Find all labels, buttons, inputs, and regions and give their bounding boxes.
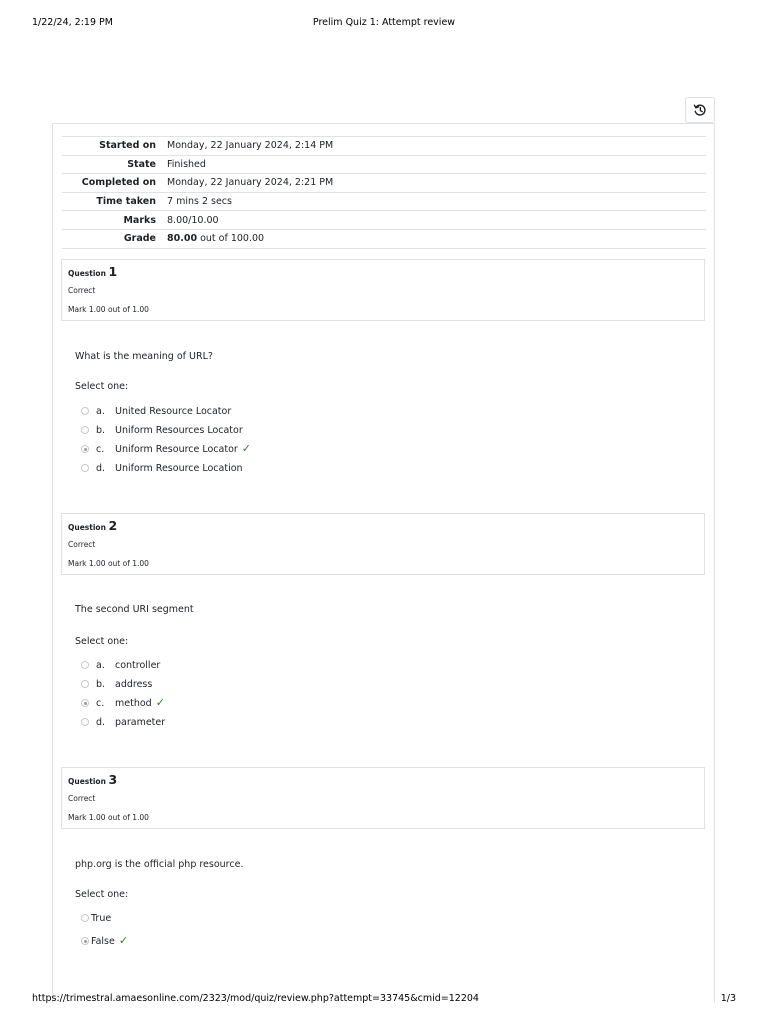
grade-label: Grade xyxy=(62,229,162,248)
question-prefix: Question xyxy=(68,523,106,532)
question-number-value: 2 xyxy=(108,518,118,533)
question-state: Correct xyxy=(68,286,96,295)
select-one-label: Select one: xyxy=(75,889,129,900)
grade-score: 80.00 xyxy=(167,233,198,245)
radio-button[interactable] xyxy=(81,464,89,472)
q2-option-b[interactable] xyxy=(81,677,152,691)
select-one-label: Select one: xyxy=(75,381,129,392)
checkmark-icon: ✓ xyxy=(155,696,165,709)
option-text: Uniform Resources Locator xyxy=(115,424,243,436)
option-text: method xyxy=(115,697,152,709)
q3-option-true[interactable] xyxy=(81,911,111,925)
question-mark: Mark 1.00 out of 1.00 xyxy=(68,813,149,822)
option-letter: c. xyxy=(96,443,105,455)
option-text: controller xyxy=(115,659,161,671)
option-letter: d. xyxy=(96,716,106,728)
question-1-info xyxy=(61,259,705,321)
question-number xyxy=(68,266,698,280)
radio-button[interactable] xyxy=(81,407,89,415)
q1-option-d[interactable] xyxy=(81,461,243,475)
summary-label: Marks xyxy=(62,211,162,230)
summary-row xyxy=(62,192,706,211)
option-text: United Resource Locator xyxy=(115,405,232,417)
q1-option-c[interactable] xyxy=(81,442,251,456)
question-2-text: The second URI segment xyxy=(75,604,194,615)
summary-value: Monday, 22 January 2024, 2:14 PM xyxy=(162,137,706,156)
radio-button-checked[interactable] xyxy=(81,445,89,453)
summary-value: Monday, 22 January 2024, 2:21 PM xyxy=(162,174,706,193)
q1-option-a[interactable] xyxy=(81,404,231,418)
summary-label: Time taken xyxy=(62,192,162,211)
summary-value: 8.00/10.00 xyxy=(162,211,706,230)
summary-label: Started on xyxy=(62,137,162,156)
history-icon xyxy=(693,103,707,117)
summary-row xyxy=(62,229,706,248)
grade-value xyxy=(162,229,706,248)
history-button[interactable] xyxy=(685,97,715,123)
print-url: https://trimestral.amaesonline.com/2323/mod/quiz/review.php?attempt=33745&cmid=12204 xyxy=(32,993,479,1004)
summary-row xyxy=(62,174,706,193)
print-footer xyxy=(32,993,736,1009)
option-letter: b. xyxy=(96,424,106,436)
print-title: Prelim Quiz 1: Attempt review xyxy=(312,17,456,28)
grade-out-of: out of 100.00 xyxy=(200,233,265,245)
q3-option-false[interactable] xyxy=(81,934,128,948)
radio-button[interactable] xyxy=(81,680,89,688)
summary-row xyxy=(62,137,706,156)
option-text: False xyxy=(91,935,115,947)
option-text: Uniform Resource Location xyxy=(115,462,243,474)
option-text: True xyxy=(91,912,112,924)
checkmark-icon: ✓ xyxy=(118,934,129,947)
radio-button[interactable] xyxy=(81,718,89,726)
question-prefix: Question xyxy=(68,269,106,278)
option-text: Uniform Resource Locator xyxy=(115,443,238,455)
question-number xyxy=(68,774,698,788)
q2-option-d[interactable] xyxy=(81,715,165,729)
radio-button-checked[interactable] xyxy=(81,937,89,945)
question-number-value: 3 xyxy=(108,772,118,787)
q1-option-b[interactable] xyxy=(81,423,243,437)
page-number: 1/3 xyxy=(720,993,736,1004)
question-number-value: 1 xyxy=(108,264,118,279)
select-one-label: Select one: xyxy=(75,636,129,647)
question-number xyxy=(68,520,698,534)
checkmark-icon: ✓ xyxy=(241,442,252,455)
question-mark: Mark 1.00 out of 1.00 xyxy=(68,559,149,568)
radio-button[interactable] xyxy=(81,661,89,669)
radio-button[interactable] xyxy=(81,914,89,922)
option-letter: c. xyxy=(96,697,105,709)
summary-value: 7 mins 2 secs xyxy=(162,192,706,211)
summary-value: Finished xyxy=(162,155,706,174)
summary-row xyxy=(62,155,706,174)
question-1-text: What is the meaning of URL? xyxy=(75,351,213,362)
option-text: address xyxy=(115,678,153,690)
option-letter: a. xyxy=(96,659,105,671)
option-letter: a. xyxy=(96,405,105,417)
summary-label: State xyxy=(62,155,162,174)
print-header xyxy=(32,17,736,33)
radio-button-checked[interactable] xyxy=(81,699,89,707)
q2-option-c[interactable] xyxy=(81,696,165,710)
question-state: Correct xyxy=(68,794,96,803)
summary-label: Completed on xyxy=(62,174,162,193)
question-state: Correct xyxy=(68,540,96,549)
q2-option-a[interactable] xyxy=(81,658,160,672)
question-2-info xyxy=(61,513,705,575)
attempt-summary-table xyxy=(62,136,706,249)
radio-button[interactable] xyxy=(81,426,89,434)
question-3-info xyxy=(61,767,705,829)
option-letter: b. xyxy=(96,678,106,690)
question-prefix: Question xyxy=(68,777,106,786)
option-text: parameter xyxy=(115,716,166,728)
question-3-text: php.org is the official php resource. xyxy=(75,859,244,870)
summary-row xyxy=(62,211,706,230)
print-datetime: 1/22/24, 2:19 PM xyxy=(32,17,113,28)
option-letter: d. xyxy=(96,462,106,474)
question-mark: Mark 1.00 out of 1.00 xyxy=(68,305,149,314)
